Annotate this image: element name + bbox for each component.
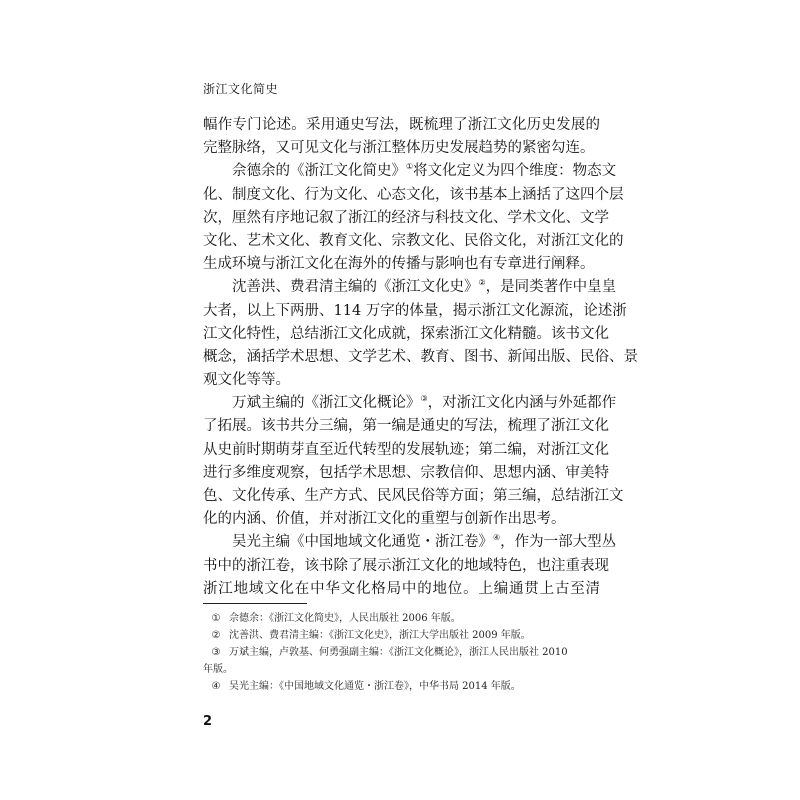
footnote-text: 沈善洪、费君清主编：《浙江文化史》，浙江大学出版社 2009 年版。	[229, 630, 531, 641]
body-text	[203, 114, 638, 601]
footnote-text: 年版。	[203, 664, 233, 675]
footnote	[203, 644, 600, 661]
text-line: 色、文化传承、生产方式、民风民俗等方面；第三编，总结浙江文	[203, 488, 624, 504]
text-line: 观文化等等。	[203, 372, 290, 389]
footnote	[203, 610, 600, 627]
footnote-ref: ④	[493, 533, 501, 543]
text-line: 佘德余的《浙江文化简史》①将文化定义为四个维度：物态文	[232, 162, 617, 180]
text-line: 了拓展。该书共分三编，第一编是通史的写法，梳理了浙江文化	[203, 418, 609, 435]
running-head-title: 浙江文化简史	[203, 82, 279, 96]
text-line: 幅作专门论述。采用通史写法，既梳理了浙江文化历史发展的	[203, 117, 600, 133]
text-line: 沈善洪、费君清主编的《浙江文化史》②，是同类著作中皇皇	[232, 278, 617, 296]
text-line: 吴光主编《中国地域文化通览・浙江卷》④，作为一部大型丛	[232, 533, 617, 551]
text-line: 大者，以上下两册、114 万字的体量，揭示浙江文化源流，论述浙	[203, 302, 627, 319]
footnote-mark: ①	[211, 613, 221, 624]
text-line: 进行多维度观察，包括学术思想、宗教信仰、思想内涵、审美特	[203, 464, 609, 481]
text-line: 书中的浙江卷，该书除了展示浙江文化的地域特色，也注重表现	[203, 557, 609, 574]
page-number: 2	[203, 714, 213, 729]
footnote	[203, 627, 600, 644]
footnote	[203, 678, 600, 695]
footnote-continuation	[203, 661, 600, 678]
text-line: 从史前时期萌芽直至近代转型的发展轨迹；第二编，对浙江文化	[203, 441, 609, 458]
footnote-ref: ①	[406, 162, 414, 172]
footnote-ref: ③	[420, 394, 428, 404]
text-line: 次，厘然有序地记叙了浙江的经济与科技文化、学术文化、文学	[203, 209, 609, 226]
text-line: 浙江地域文化在中华文化格局中的地位。上编通贯上古至清	[203, 580, 600, 597]
text-line: 江文化特性，总结浙江文化成就，探索浙江文化精髓。该书文化	[203, 325, 609, 342]
text-line: 概念，涵括学术思想、文学艺术、教育、图书、新闻出版、民俗、景	[203, 348, 638, 365]
footnote-mark: ④	[211, 681, 221, 692]
text-line: 万斌主编的《浙江文化概论》③，对浙江文化内涵与外延都作	[232, 394, 617, 412]
footnote-mark: ②	[211, 630, 221, 641]
text-line: 完整脉络，又可见文化与浙江整体历史发展趋势的紧密勾连。	[203, 140, 595, 157]
text-line: 化、制度文化、行为文化、心态文化，该书基本上涵括了这四个层	[203, 186, 624, 203]
text-line: 化的内涵、价值，并对浙江文化的重塑与创新作出思考。	[203, 511, 566, 528]
footnote-text: 吴光主编：《中国地域文化通览・浙江卷》，中华书局 2014 年版。	[229, 681, 521, 692]
footnote-ref: ②	[478, 278, 486, 288]
text-line: 生成环境与浙江文化在海外的传播与影响也有专章进行阐释。	[203, 256, 595, 273]
text-line: 文化、艺术文化、教育文化、宗教文化、民俗文化，对浙江文化的	[203, 232, 624, 249]
footnotes	[203, 610, 600, 695]
footnote-mark: ③	[211, 647, 221, 658]
footnote-text: 佘德余：《浙江文化简史》，人民出版社 2006 年版。	[229, 613, 461, 624]
footnote-divider	[203, 603, 307, 604]
footnote-text: 万斌主编，卢敦基、何勇强副主编：《浙江文化概论》，浙江人民出版社 2010	[229, 647, 568, 658]
